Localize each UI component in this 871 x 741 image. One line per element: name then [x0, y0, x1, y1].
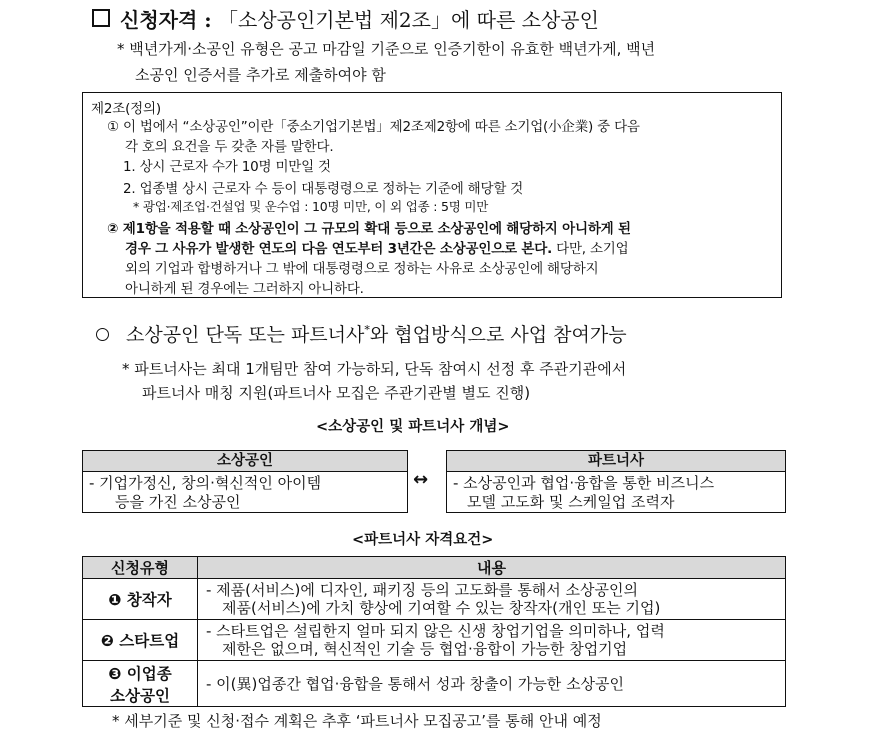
table-row: [83, 661, 786, 707]
row-content-line1: - 제품(서비스)에 디자인, 패키징 등의 고도화를 통해서 소상공인의: [206, 581, 639, 599]
requirements-caption: <파트너사 자격요건>: [352, 532, 494, 548]
partner-requirements-table: [82, 556, 786, 707]
participation-heading-asterisk: *: [364, 323, 370, 337]
row-content-creator: [198, 579, 786, 620]
partner-desc: [447, 472, 785, 514]
bidirectional-arrow-icon: ↔: [413, 469, 429, 490]
partner-desc-line2: 모델 고도화 및 스케일업 조력자: [467, 493, 675, 511]
participation-heading-b: 와 협업방식으로 사업 참여가능: [369, 324, 627, 346]
row-type-line2: 소상공인: [110, 686, 170, 705]
table-row: [83, 579, 786, 620]
small-business-desc-line2: 등을 가진 소상공인: [115, 493, 241, 511]
law-p2-line1: ② 제1항을 적용할 때 소상공인이 그 규모의 확대 등으로 소상공인에 해당하지 아니하게 된: [107, 221, 631, 237]
circle-bullet-icon: [96, 328, 109, 341]
law-p1-line1: ① 이 법에서 “소상공인”이란「중소기업기본법」제2조제2항에 따른 소기업(小企業) 중 다음: [107, 119, 640, 135]
footnote: * 세부기준 및 신청·접수 계획은 추후 ‘파트너사 모집공고’를 통해 안내 예정: [112, 712, 602, 730]
small-business-box: [82, 450, 408, 513]
small-business-desc: [83, 472, 407, 514]
eligibility-text: 「소상공인기본법 제2조」에 따른 소상공인: [218, 8, 599, 32]
row-content-line1: - 스타트업은 설립한지 얼마 되지 않은 신생 창업기업을 의미하나, 업력: [206, 622, 665, 640]
law-p1-line2: 각 호의 요건을 두 갖춘 자를 말한다.: [125, 139, 334, 155]
law-item2: 2. 업종별 상시 근로자 수 등이 대통령령으로 정하는 기준에 해당할 것: [123, 181, 524, 197]
eligibility-label: 신청자격 :: [120, 8, 212, 32]
row-content-line1: - 이(異)업종간 협업·융합을 통해서 성과 창출이 가능한 소상공인: [206, 674, 625, 693]
table-row: [83, 620, 786, 661]
row-content-different-industry: [198, 661, 786, 707]
law-p2-line4: 아니하게 된 경우에는 그러하지 아니하다.: [125, 281, 364, 297]
law-p2-line2-rest: 다만, 소기업: [552, 241, 629, 257]
law-item1: 1. 상시 근로자 수가 10명 미만일 것: [123, 159, 331, 175]
certificate-note-line2: 소공인 인증서를 추가로 제출하여야 함: [135, 66, 386, 84]
law-p2-line3: 외의 기업과 합병하거나 그 밖에 대통령령으로 정하는 사유로 소상공인에 해당하지: [125, 261, 599, 277]
law-p2-line2: [125, 237, 629, 257]
partner-note: [122, 357, 626, 405]
row-content-line2: 제한은 없으며, 혁신적인 기술 등 협업·융합이 가능한 창업기업: [222, 640, 628, 658]
certificate-note: [117, 36, 817, 88]
table-header-row: [83, 557, 786, 579]
law-p2-line2-bold: 경우 그 사유가 발생한 연도의 다음 연도부터 3년간은 소상공인으로 본다.: [125, 241, 553, 257]
certificate-note-line1: * 백년가게·소공인 유형은 공고 마감일 기준으로 인증기한이 유효한 백년가게, 백년: [117, 40, 656, 58]
row-type-line1: ❸ 이업종: [108, 664, 172, 683]
partner-note-line2: 파트너사 매칭 지원(파트너사 모집은 주관기관별 별도 진행): [142, 384, 531, 402]
header-type: 신청유형: [83, 557, 198, 579]
partner-desc-line1: - 소상공인과 협업·융합을 통한 비즈니스: [453, 474, 715, 492]
small-business-title: 소상공인: [83, 451, 407, 472]
participation-heading-a: 소상공인 단독 또는 파트너사: [126, 324, 365, 346]
law-excerpt-box: [82, 92, 782, 298]
partner-title: 파트너사: [447, 451, 785, 472]
row-content-startup: [198, 620, 786, 661]
small-business-desc-line1: - 기업가정신, 창의·혁신적인 아이템: [89, 474, 322, 492]
row-type-startup: ❷ 스타트업: [83, 620, 198, 661]
row-type-creator: ❶ 창작자: [83, 579, 198, 620]
partner-box: [446, 450, 786, 513]
concept-caption: <소상공인 및 파트너사 개념>: [316, 419, 510, 435]
law-title: 제2조(정의): [91, 101, 161, 117]
partner-note-line1: * 파트너사는 최대 1개팀만 참여 가능하되, 단독 참여시 선정 후 주관기관에서: [122, 360, 627, 378]
participation-heading: [126, 320, 627, 347]
row-type-different-industry: [83, 661, 198, 707]
row-content-line2: 제품(서비스)에 가치 향상에 기여할 수 있는 창작자(개인 또는 기업): [222, 599, 661, 617]
checkbox-square-icon: [92, 9, 110, 27]
eligibility-heading: [120, 4, 599, 33]
law-item2-note: * 광업·제조업·건설업 및 운수업 : 10명 미만, 이 외 업종 : 5명 미만: [133, 199, 489, 214]
header-content: 내용: [198, 557, 786, 579]
